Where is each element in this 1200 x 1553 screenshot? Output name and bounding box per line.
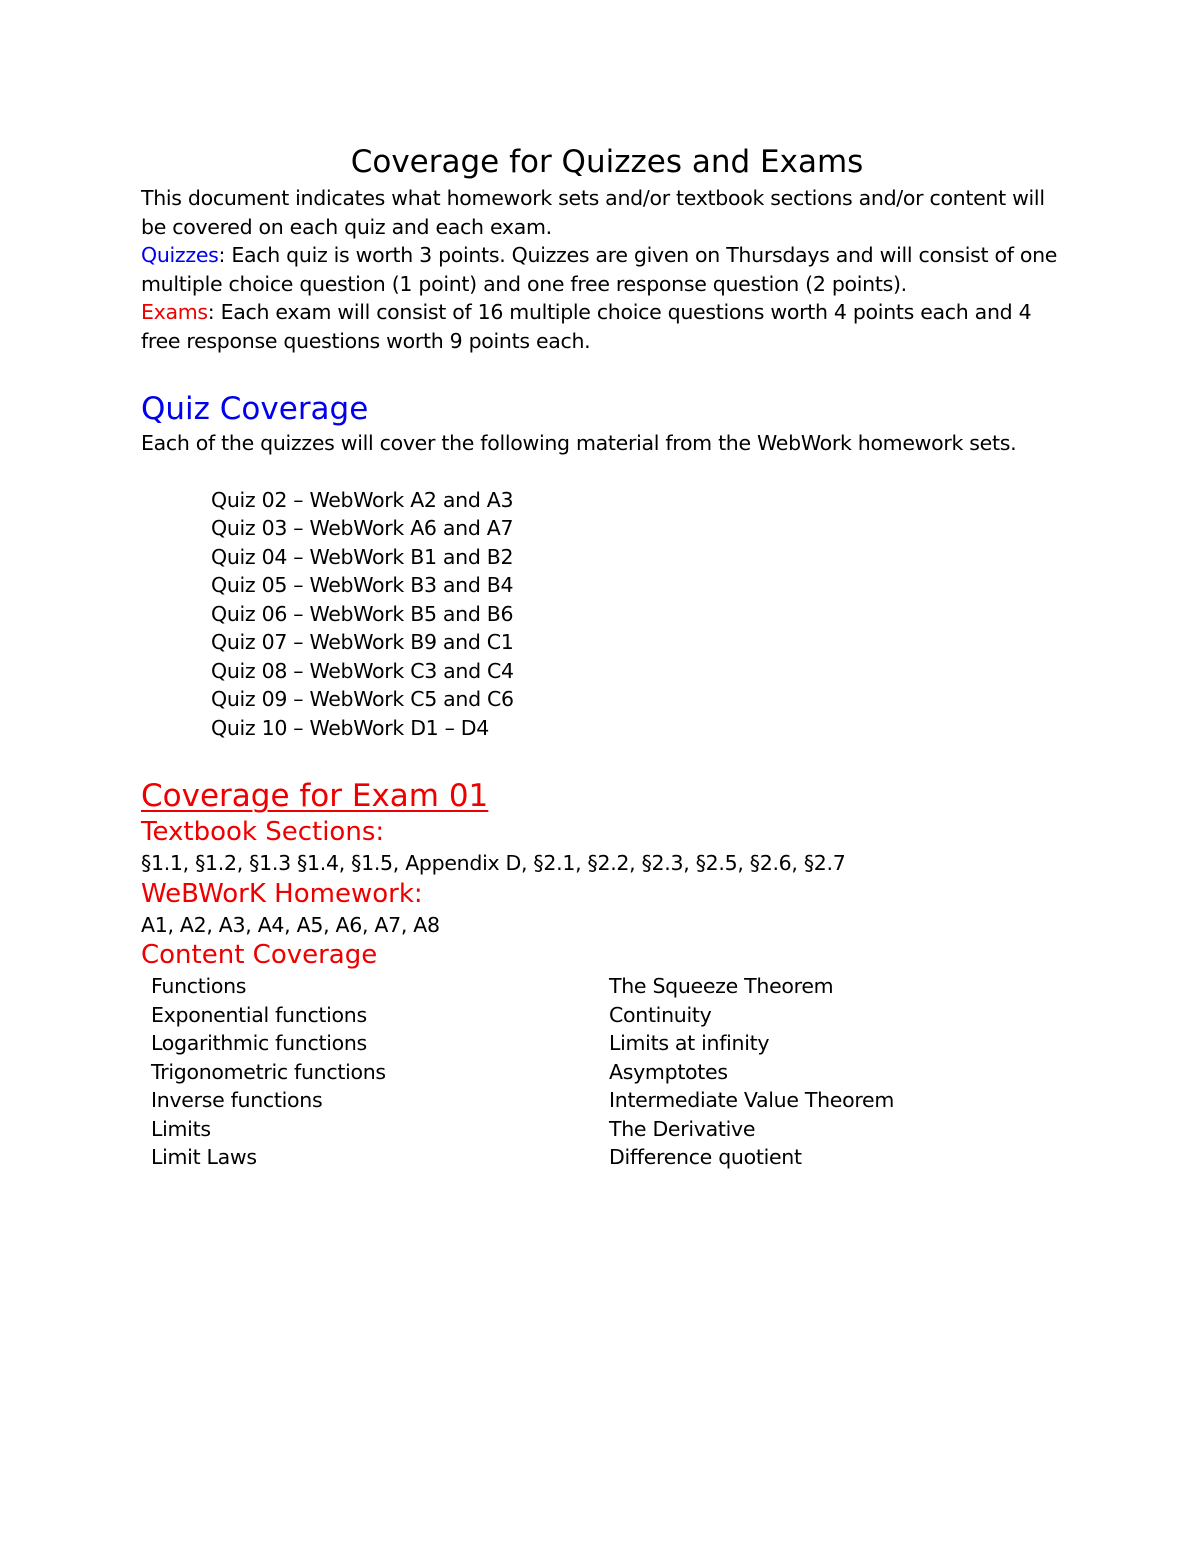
list-item: Quiz 06 – WebWork B5 and B6 bbox=[211, 601, 514, 626]
exams-paragraph bbox=[141, 298, 1061, 355]
page-title: Coverage for Quizzes and Exams bbox=[350, 144, 864, 180]
exams-text: : Each exam will consist of 16 multiple choice questions worth 4 points each and 4 free response questions worth 9 points each. bbox=[141, 300, 1032, 353]
list-item: Continuity bbox=[609, 1002, 712, 1027]
list-item: Quiz 08 – WebWork C3 and C4 bbox=[211, 658, 514, 683]
quizzes-text: : Each quiz is worth 3 points. Quizzes are given on Thursdays and will consist of one multiple choice question (1 point) and one free response question (2 points). bbox=[141, 243, 1058, 296]
quiz-coverage-description: Each of the quizzes will cover the following material from the WebWork homework sets. bbox=[141, 431, 1017, 455]
content-coverage-heading: Content Coverage bbox=[141, 940, 378, 970]
list-item: Trigonometric functions bbox=[151, 1059, 386, 1084]
list-item: Intermediate Value Theorem bbox=[609, 1088, 895, 1112]
exam01-heading: Coverage for Exam 01 bbox=[141, 778, 489, 814]
quizzes-paragraph bbox=[141, 241, 1061, 298]
list-item: Quiz 05 – WebWork B3 and B4 bbox=[211, 573, 514, 597]
list-item: Logarithmic functions bbox=[151, 1031, 367, 1055]
textbook-sections-list: §1.1, §1.2, §1.3 §1.4, §1.5, Appendix D, §2.1, §2.2, §2.3, §2.5, §2.6, §2.7 bbox=[141, 851, 846, 875]
list-item: The Squeeze Theorem bbox=[609, 974, 834, 998]
content-left-column bbox=[151, 972, 609, 1172]
quiz-coverage-heading: Quiz Coverage bbox=[141, 391, 369, 427]
list-item: Inverse functions bbox=[151, 1088, 323, 1112]
intro-paragraph: This document indicates what homework sets and/or textbook sections and/or content will be covered on each quiz and each exam. bbox=[141, 186, 1045, 239]
list-item: Quiz 07 – WebWork B9 and C1 bbox=[211, 630, 514, 654]
list-item: Quiz 09 – WebWork C5 and C6 bbox=[211, 687, 514, 711]
spacer bbox=[141, 458, 1061, 486]
list-item: Quiz 02 – WebWork A2 and A3 bbox=[211, 487, 514, 512]
textbook-sections-heading: Textbook Sections: bbox=[141, 817, 385, 847]
webwork-sets-list: A1, A2, A3, A4, A5, A6, A7, A8 bbox=[141, 912, 440, 937]
document-page bbox=[141, 140, 1061, 1172]
list-item: Quiz 04 – WebWork B1 and B2 bbox=[211, 544, 514, 569]
exams-label: Exams bbox=[141, 300, 208, 324]
list-item: The Derivative bbox=[609, 1116, 756, 1141]
spacer bbox=[141, 355, 1061, 389]
list-item: Quiz 10 – WebWork D1 – D4 bbox=[211, 715, 490, 740]
list-item: Limit Laws bbox=[151, 1145, 257, 1169]
list-item: Functions bbox=[151, 974, 247, 998]
webwork-homework-heading: WeBWorK Homework: bbox=[141, 878, 423, 909]
content-coverage-columns bbox=[141, 972, 1061, 1172]
list-item: Difference quotient bbox=[609, 1145, 802, 1169]
list-item: Limits at infinity bbox=[609, 1031, 770, 1055]
list-item: Limits bbox=[151, 1116, 211, 1141]
list-item: Asymptotes bbox=[609, 1059, 728, 1084]
content-right-column bbox=[609, 972, 894, 1172]
spacer bbox=[141, 742, 1061, 776]
quiz-list bbox=[141, 486, 1061, 743]
list-item: Quiz 03 – WebWork A6 and A7 bbox=[211, 516, 514, 540]
list-item: Exponential functions bbox=[151, 1002, 367, 1027]
quizzes-label: Quizzes bbox=[141, 243, 219, 267]
